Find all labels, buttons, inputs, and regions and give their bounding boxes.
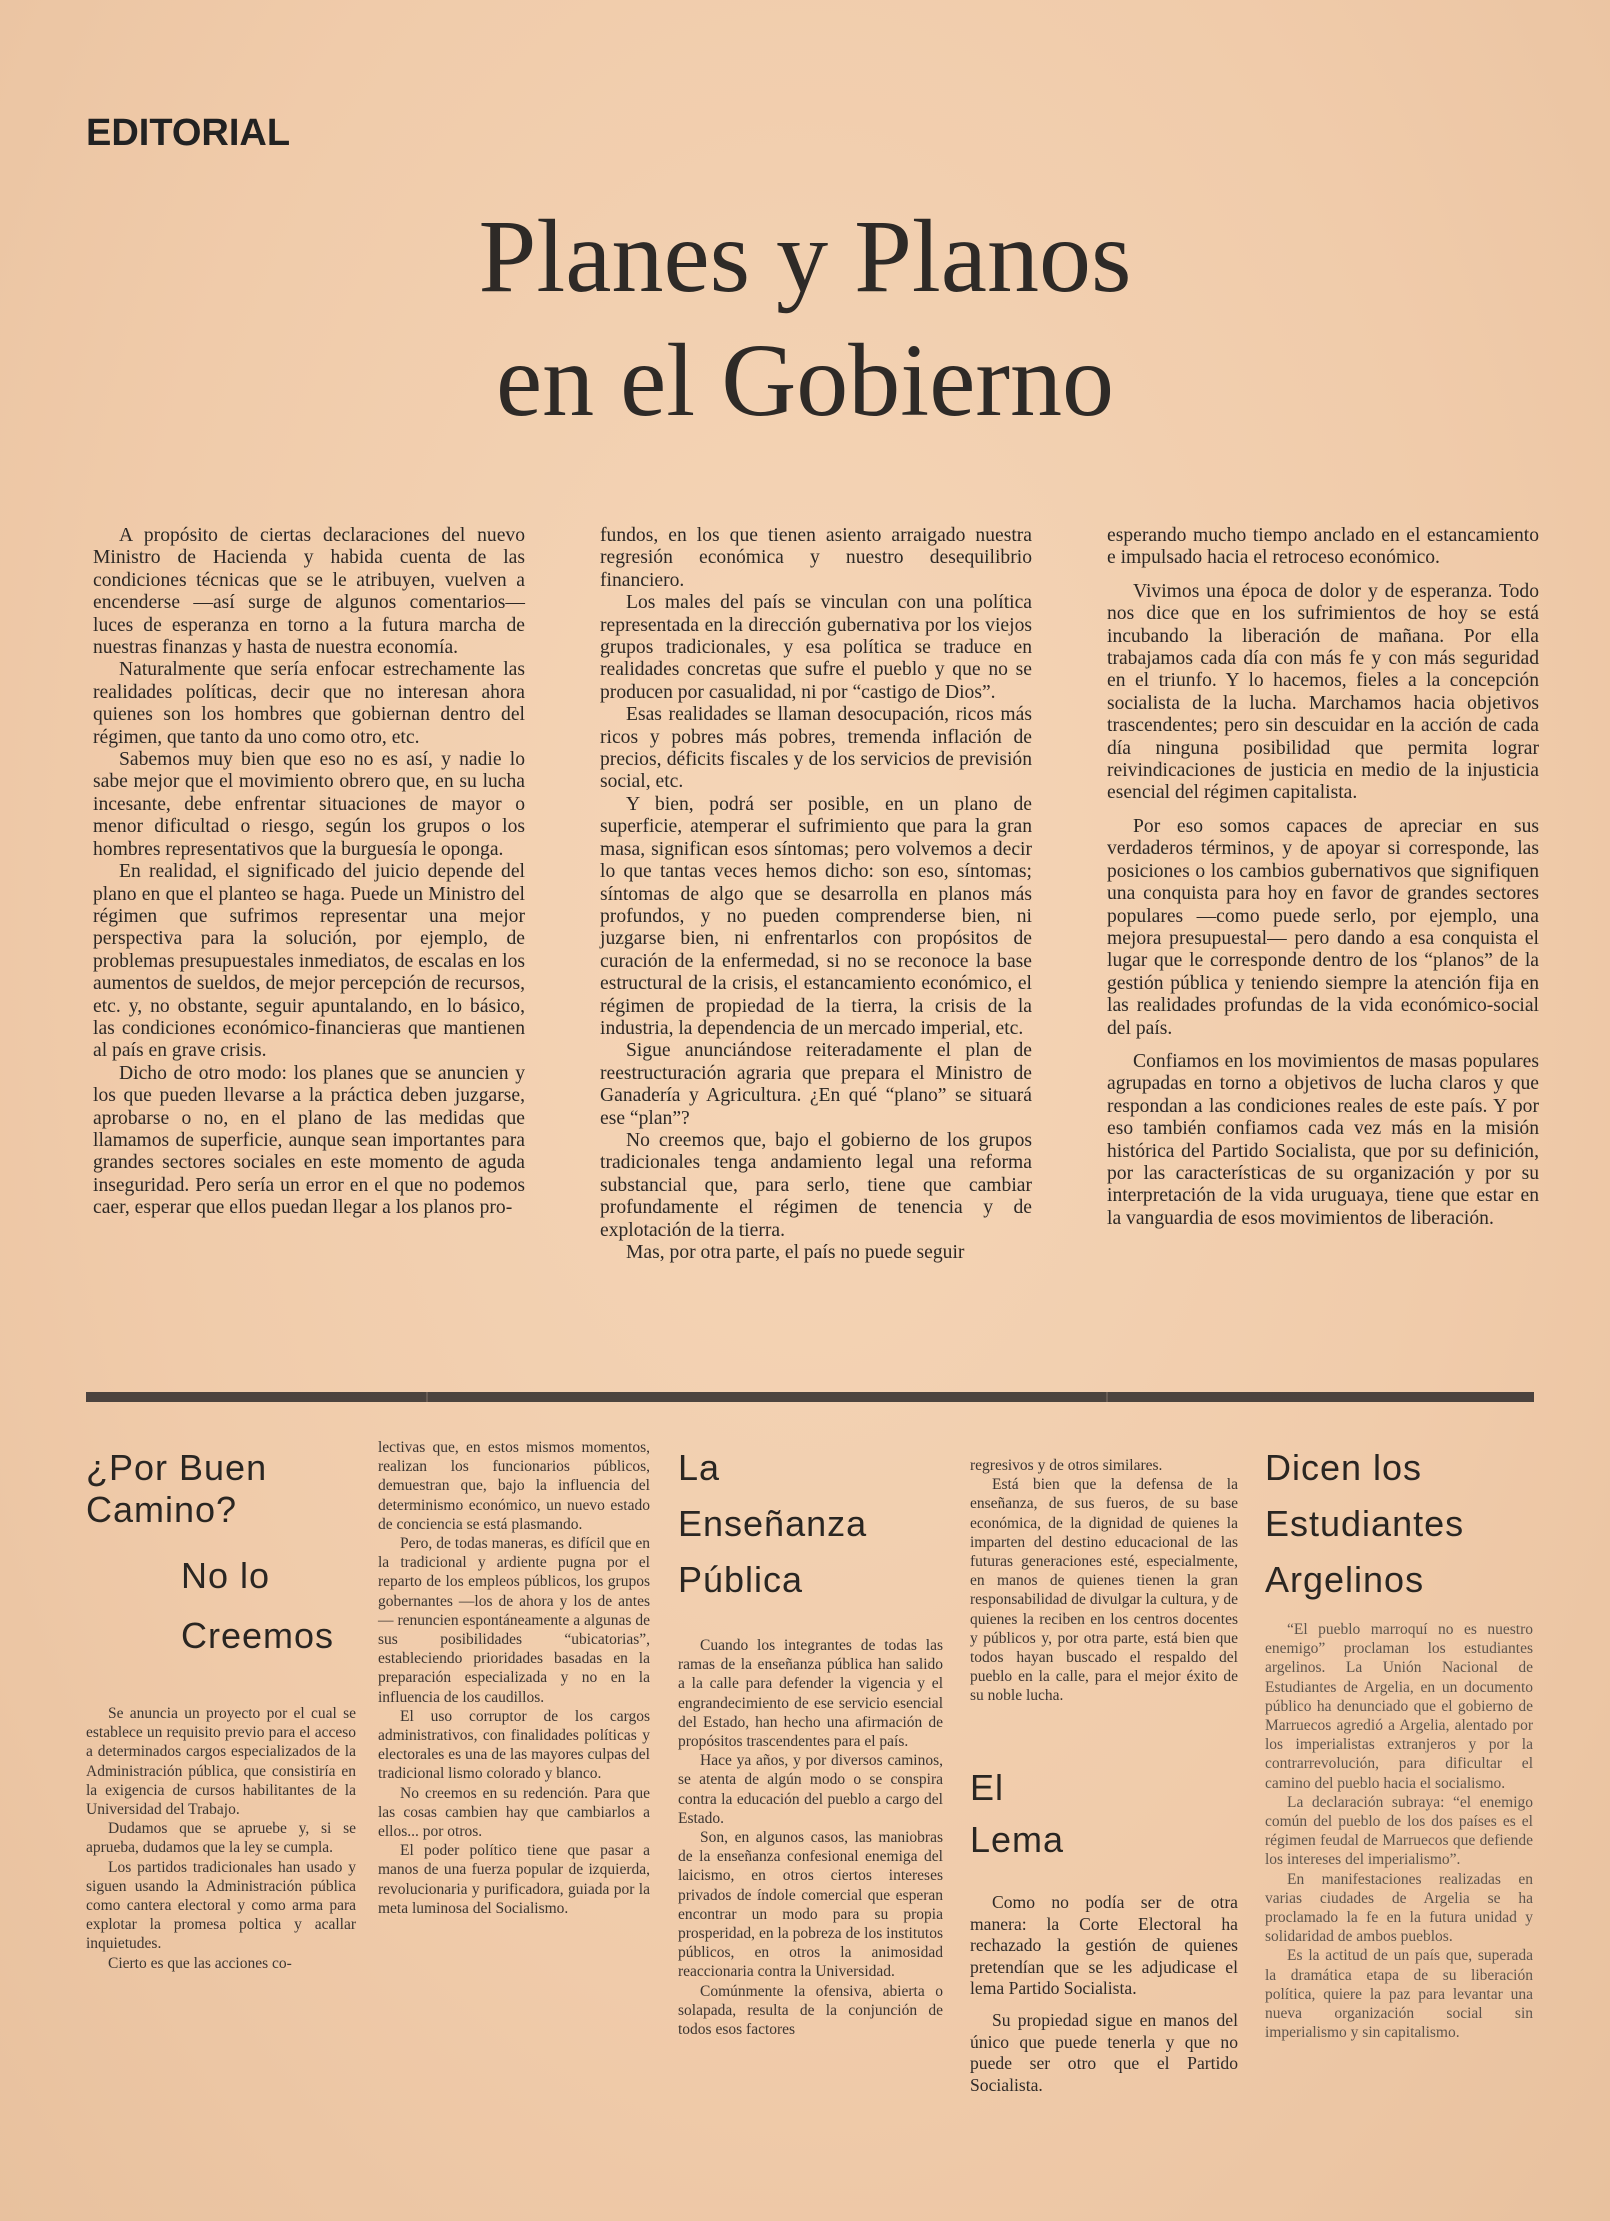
title-line: Pública — [678, 1559, 804, 1600]
paragraph: regresivos y de otros similares. — [970, 1457, 1163, 1474]
paragraph: Mas, por otra parte, el país no puede seguir — [626, 1242, 965, 1263]
title-line: No lo — [181, 1555, 271, 1596]
paragraph: Sabemos muy bien que eso no es así, y nadie lo sabe mejor que el movimiento obrero que, en su lucha incesante, debe enfrentar situaciones de mayor o menor dificultad o riesgo, según los grupos o los hombres representativos que la burguesía le oponga. — [93, 749, 525, 860]
title-line: Enseñanza — [678, 1503, 868, 1544]
paragraph: En manifestaciones realizadas en varias ciudades de Argelia se ha proclamado la fe en la futura unidad y solidaridad de ambos pueblos. — [1265, 1870, 1533, 1946]
title-line: Creemos — [181, 1615, 335, 1656]
paragraph: Son, en algunos casos, las maniobras de la enseñanza confesional enemiga del laicismo, en otros ciertos intereses privados de índole comercial que esperan encontrar un modo para su propia prosperidad, en la pobreza de los institutos públicos, en otros la animosidad reaccionaria contra la Universidad. — [678, 1829, 943, 1981]
paragraph: Está bien que la defensa de la enseñanza, de sus fueros, de su base económica, de la dignidad de quienes la imparten del destino educacional de las futuras generaciones esté, especialmente, en manos de quienes tienen la gran responsabilidad de divulgar la cultura, y de quienes la reciben en los centros docentes y públicos y, por otra parte, está bien que todos hayan buscado el respaldo del pueblo en la calle, para el mejor éxito de su noble lucha. — [970, 1476, 1238, 1705]
paragraph: Naturalmente que sería enfocar estrechamente las realidades políticas, decir que no interesan ahora quienes son los hombres que gobiernan dentro del régimen, que tanto da uno como otro, etc. — [93, 659, 525, 748]
paragraph: Hace ya años, y por diversos caminos, se atenta de algún modo o se conspira contra la educación del pueblo a cargo del Estado. — [678, 1752, 943, 1827]
paragraph: No creemos en su redención. Para que las cosas cambien hay que cambiarlos a ellos... por otros. — [378, 1784, 650, 1841]
article-por-buen-camino — [86, 1440, 356, 1973]
headline-line-1: Planes y Planos — [478, 199, 1132, 314]
editorial-column-1 — [93, 525, 525, 1264]
paragraph: El uso corruptor de los cargos administrativos, con finalidades políticas y electorales es una de las mayores culpas del tradicional lismo colorado y blanco. — [378, 1707, 650, 1783]
editorial-body — [93, 525, 1539, 1264]
article-title — [970, 1760, 1238, 1868]
article-title — [1265, 1440, 1533, 1608]
paragraph: “El pueblo marroquí no es nuestro enemigo” proclaman los estudiantes argelinos. La Unión Nacional de Estudiantes de Argelia, en un documento público ha denunciado que el gobierno de Marruecos agredió a Argelia, alentado por los imperialistas extranjeros y por la contrarrevolución, para dificultar el camino del pueblo hacia el socialismo. — [1265, 1621, 1533, 1792]
paragraph: Pero, de todas maneras, es difícil que en la tradicional y ardiente pugna por el reparto de los empleos públicos, los grupos gobernantes —los de ahora y los de antes— renuncien espontáneamente a algunas de sus posibilidades “ubicatorias”, estableciendo prioridades basadas en la preparación especializada y no en la influencia de los caudillos. — [378, 1535, 650, 1706]
editorial-headline — [0, 195, 1610, 443]
paragraph: Por eso somos capaces de apreciar en sus verdaderos términos, y de apoyar si corresponde, las posiciones o los cambios gubernativos que signifiquen una conquista para hoy en favor de grandes sectores populares —como puede serlo, por ejemplo, una mejora presupuestal— pero dando a esa conquista el lugar que le corresponde dentro de los “planos” de la gestión pública y teniendo siempre la atención fija en las realidades profundas de la vida económico-social del país. — [1107, 815, 1539, 1039]
title-line: El — [970, 1767, 1005, 1808]
paragraph: Cierto es que las acciones co- — [108, 1954, 292, 1972]
editorial-column-3 — [1107, 525, 1539, 1264]
paragraph: Su propiedad sigue en manos del único que puede tenerla y que no puede ser otro que el Partido Socialista. — [970, 2009, 1238, 2095]
article-estudiantes-argelinos — [1265, 1440, 1533, 2042]
paragraph: Cuando los integrantes de todas las ramas de la enseñanza pública han salido a la calle para defender la vigencia y el engrandecimiento de ese servicio esencial del Estado, han hecho una afirmación de propósitos trascendentes para el país. — [678, 1637, 943, 1751]
paragraph: Los males del país se vinculan con una política representada en la dirección gubernativa por los viejos grupos tradicionales, y esa política se traduce en realidades concretas que sufre el pueblo y que no se producen por casualidad, ni por “castigo de Dios”. — [600, 592, 1032, 703]
paragraph: lectivas que, en estos mismos momentos, realizan los funcionarios públicos, demuestran que, bajo la influencia del determinismo económico, un nuevo estado de conciencia se está plasmando. — [378, 1439, 650, 1533]
paragraph: Dicho de otro modo: los planes que se anuncien y los que pueden llevarse a la práctica deben juzgarse, aprobarse o no, en el plano de las medidas que llamamos de superficie, aunque sean importantes para grandes sectores sociales en este momento de aguda inseguridad. Pero sería un error en el que no podemos caer, esperar que ellos puedan llegar a los planos pro- — [93, 1062, 525, 1219]
paragraph: Vivimos una época de dolor y de esperanza. Todo nos dice que en los sufrimientos de hoy se está incubando la liberación de mañana. Por ella trabajamos cada día con más fe y con más seguridad en el triunfo. Y lo hacemos, fieles a la concepción socialista de la lucha. Marchamos hacia objetivos trascendentes; pero sin descuidar en la acción de cada día ninguna posibilidad que permita lograr reivindicaciones de justicia en medio de la injusticia esencial del régimen capitalista. — [1107, 580, 1539, 804]
title-line: Estudiantes — [1265, 1503, 1465, 1544]
paragraph: Y bien, podrá ser posible, en un plano de superficie, atemperar el sufrimiento que para la gran masa, significan esos síntomas; pero volvemos a decir lo que tantas veces hemos dicho: son eso, síntomas; síntomas de algo que se desarrolla en planos más profundos, y no pueden comprenderse bien, ni juzgarse bien, ni enfrentarlos con propósitos de curación de la enfermedad, si no se reconoce la base estructural de la crisis, el estancamiento económico, el régimen de propiedad de la tierra, la crisis de la industria, la dependencia de un mercado imperial, etc. — [600, 793, 1032, 1039]
title-line: Argelinos — [1265, 1559, 1425, 1600]
paragraph: fundos, en los que tienen asiento arraigado nuestra regresión económica y nuestro desequilibrio financiero. — [600, 525, 1032, 591]
paragraph: Los partidos tradicionales han usado y siguen usando la Administración pública como cantera electoral y como arma para explotar la promesa poltica y acallar inquietudes. — [86, 1858, 356, 1953]
paragraph: Dudamos que se apruebe y, si se aprueba, dudamos que la ley se cumpla. — [86, 1820, 356, 1857]
section-label: EDITORIAL — [86, 112, 291, 154]
paragraph: esperando mucho tiempo anclado en el estancamiento e impulsado hacia el retroceso económico. — [1107, 525, 1539, 569]
paragraph: El poder político tiene que pasar a manos de una fuerza popular de izquierda, revolucionaria y purificadora, guiada por la meta luminosa del Socialismo. — [378, 1842, 650, 1917]
article-ensenanza-publica — [678, 1440, 943, 2039]
headline-line-2: en el Gobierno — [495, 323, 1114, 438]
paragraph: Comúnmente la ofensiva, abierta o solapada, resulta de la conjunción de todos esos factores — [678, 1982, 943, 2039]
title-line: La — [678, 1447, 721, 1488]
article-title — [678, 1440, 943, 1608]
article-column — [970, 1456, 1238, 1706]
article-title — [86, 1440, 356, 1664]
paragraph: Es la actitud de un país que, superada la dramática etapa de su liberación política, quiere la paz para levantar una nueva organización social sin imperialismo y sin capitalismo. — [1265, 1947, 1533, 2042]
paragraph: Sigue anunciándose reiteradamente el plan de reestructuración agraria que prepara el Ministro de Ganadería y Agricultura. ¿En qué “plano” se situará ese “plan”? — [600, 1040, 1032, 1129]
editorial-column-2 — [600, 525, 1032, 1264]
paragraph: En realidad, el significado del juicio depende del plano en que el planteo se haga. Puede un Ministro del régimen que sufrimos representar una mejor perspectiva para la solución, por ejemplo, de problemas presupuestales inmediatos, de escalas en los aumentos de sueldos, de mejor percepción de recursos, etc. y, no obstante, seguir apuntalando, en lo básico, las condiciones económico-financieras que mantienen al país en grave crisis. — [93, 861, 525, 1062]
paragraph: Esas realidades se llaman desocupación, ricos más ricos y pobres más pobres, tremenda inflación de precios, déficits fiscales y de los servicios de previsión social, etc. — [600, 704, 1032, 793]
article-ensenanza-publica-continued — [970, 1456, 1238, 1706]
article-por-buen-camino-continued — [378, 1438, 650, 1918]
article-column — [1265, 1620, 1533, 2042]
paragraph: La declaración subraya: “el enemigo común del pueblo de los dos países es el régimen feudal de Marruecos que defiende los intereses del imperialismo”. — [1265, 1793, 1533, 1869]
title-line: Camino? — [86, 1489, 238, 1530]
article-column — [678, 1636, 943, 2039]
article-column — [86, 1704, 356, 1973]
article-column — [970, 1892, 1238, 2096]
section-divider — [86, 1392, 1534, 1402]
title-line: Dicen los — [1265, 1447, 1423, 1488]
article-el-lema — [970, 1760, 1238, 2096]
paragraph: Confiamos en los movimientos de masas populares agrupadas en torno a objetivos de lucha claros y que respondan a las condiciones reales de este país. Y por eso también confiamos cada vez más en la misión histórica del Partido Socialista, que por su definición, por las características de su organización y por su interpretación de la vida uruguaya, tiene que estar en la vanguardia de esos movimientos de liberación. — [1107, 1050, 1539, 1229]
paragraph: Como no podía ser de otra manera: la Corte Electoral ha rechazado la gestión de quienes pretendían que se les adjudicase el lema Partido Socialista. — [970, 1892, 1238, 1999]
paragraph: Se anuncia un proyecto por el cual se establece un requisito previo para el acceso a determinados cargos especializados de la Administración pública, que consistiría en la exigencia de cursos habilitantes de la Universidad del Trabajo. — [86, 1705, 356, 1819]
title-line: Lema — [970, 1819, 1065, 1860]
paragraph: A propósito de ciertas declaraciones del nuevo Ministro de Hacienda y habida cuenta de las condiciones técnicas que se le atribuyen, vuelven a encenderse —así surge de algunos comentarios— luces de esperanza en torno a la futura marcha de nuestras finanzas y hasta de nuestra economía. — [93, 525, 525, 659]
article-column — [378, 1438, 650, 1918]
title-line: ¿Por Buen — [86, 1447, 268, 1488]
paragraph: No creemos que, bajo el gobierno de los grupos tradicionales tenga andamiento legal una reforma substancial que, para serlo, tiene que cambiar profundamente el régimen de tenencia y de explotación de la tierra. — [600, 1129, 1032, 1241]
